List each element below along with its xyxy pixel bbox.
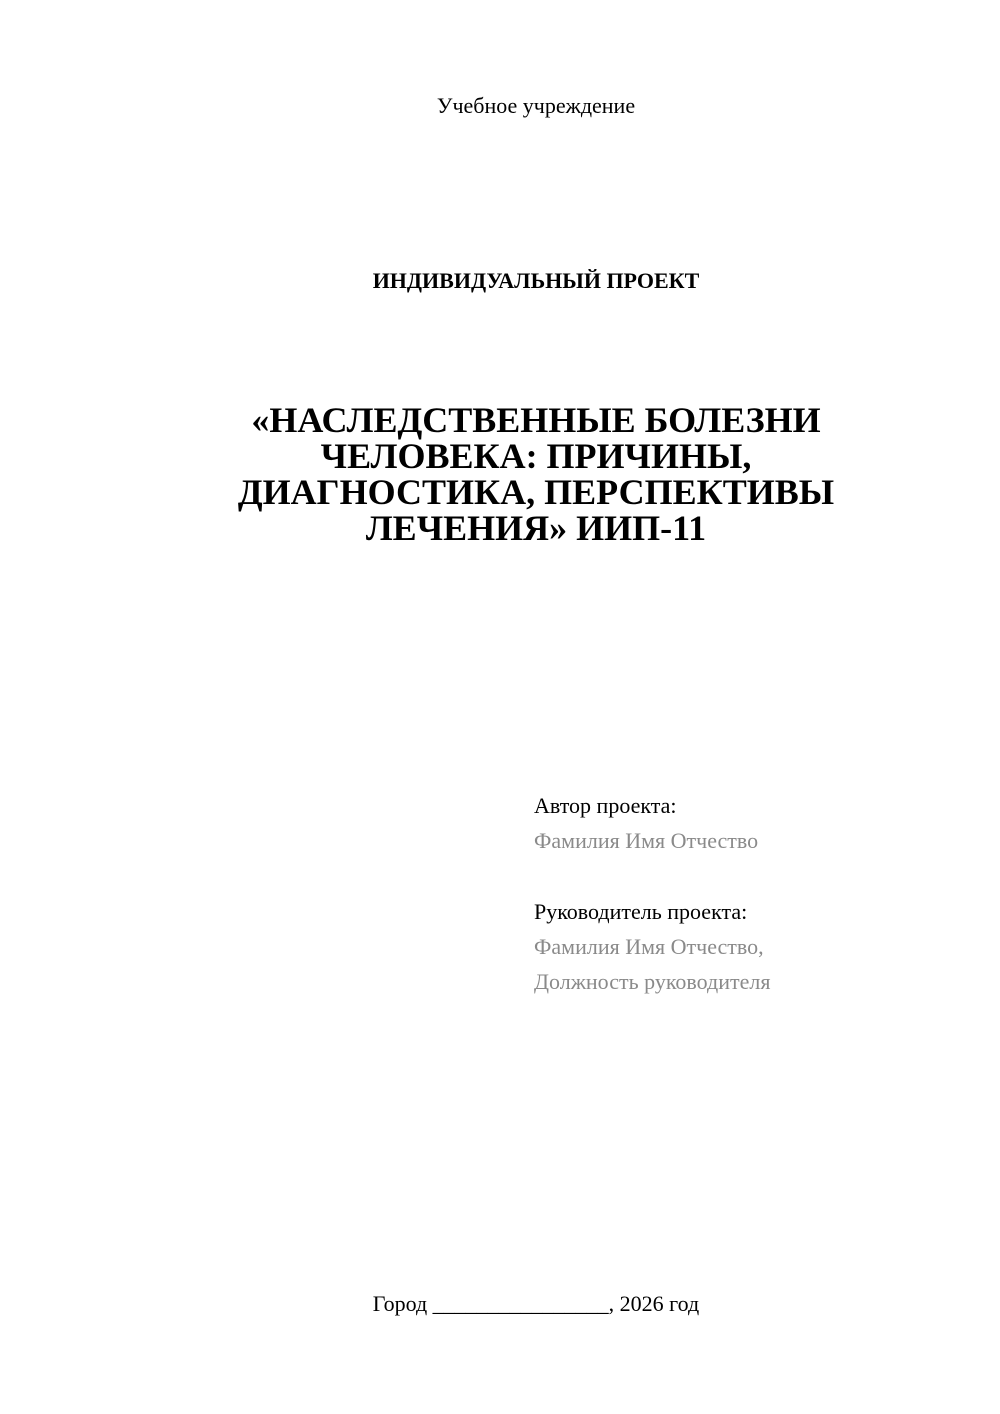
supervisor-label: Руководитель проекта: bbox=[534, 899, 748, 924]
author-name-placeholder: Фамилия Имя Отчество bbox=[534, 828, 759, 853]
city-year-line: Город ________________, 2026 год bbox=[372, 1291, 700, 1316]
author-label: Автор проекта: bbox=[534, 793, 677, 818]
supervisor-position-placeholder: Должность руководителя bbox=[534, 969, 771, 994]
project-title bbox=[180, 402, 892, 546]
credits-block bbox=[534, 788, 974, 999]
project-title-line: ЧЕЛОВЕКА: ПРИЧИНЫ, bbox=[320, 436, 752, 476]
project-title-line: ЛЕЧЕНИЯ» ИИП-11 bbox=[365, 508, 707, 548]
credits-spacer bbox=[534, 858, 974, 894]
document-type: ИНДИВИДУАЛЬНЫЙ ПРОЕКТ bbox=[372, 268, 700, 293]
project-title-line: ДИАГНОСТИКА, ПЕРСПЕКТИВЫ bbox=[237, 472, 835, 512]
institution-name: Учебное учреждение bbox=[436, 93, 636, 118]
project-title-line: «НАСЛЕДСТВЕННЫЕ БОЛЕЗНИ bbox=[251, 400, 821, 440]
supervisor-name-placeholder: Фамилия Имя Отчество, bbox=[534, 934, 764, 959]
